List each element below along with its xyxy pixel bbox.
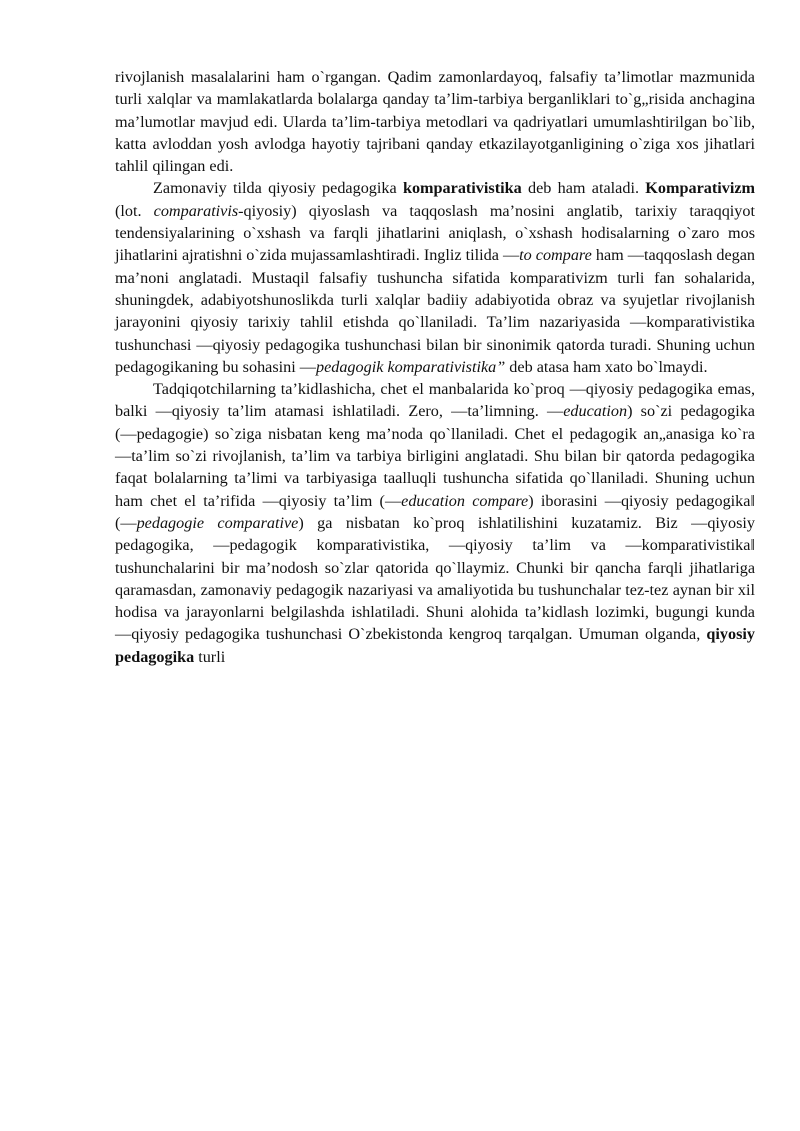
- bold-term: Komparativizm: [645, 179, 755, 198]
- text-run: ham ―taqqoslash degan ma’noni anglatadi. Mustaqil falsafiy tushuncha sifatida komparativizm turli fan sohalarida, shuningdek, adabiyotshunoslikda turli xalqlar badiiy adabiyotida obraz va syujetlar rivojlanish jarayonini qiyosiy tarixiy tahlil etishda qo`llaniladi. Ta’lim nazariyasida ―komparativistika tushunchasi ―qiyosiy pedagogika tushunchasi bilan bir sinonimik qatorda turadi. Shuning uchun pedagogikaning bu sohasini ―: [115, 246, 756, 376]
- text-run: deb ham ataladi.: [521, 179, 646, 198]
- bold-term: komparativistika: [402, 179, 522, 198]
- text-run: ) iborasini ―qiyosiy pedagogika‖ (―: [115, 491, 756, 532]
- text-run: (lot.: [115, 201, 154, 220]
- text-run: -qiyosiy) qiyoslash va taqqoslash ma’nosini anglatib, tarixiy taraqqiyot tendensiyalarining o`xshash va farqli jihatlarini aniqlash, o`xshash hodisalarning o`zaro mos jihatlarini ajratishni o`zida mujassamlashtiradi. Ingliz tilida ―: [115, 201, 755, 265]
- text-run: deb atasa ham xato bo`lmaydi.: [505, 357, 708, 376]
- text-run: ) ga nisbatan ko`proq ishlatilishini kuzatamiz. Biz ―qiyosiy pedagogika, ―pedagogik komparativistika, ―qiyosiy ta’lim va ―komparativistika‖ tushunchalarini bir ma’nodosh so`zlar qatorida qo`llaymiz. Chunki bir qancha farqli jihatlariga qaramasdan, zamonaviy pedagogik nazariyasi va amaliyotida bu tushunchalar tez-tez aynan bir xil hodisa va jarayonlarni belgilashda ishlatiladi. Shuni alohida ta’kidlash lozimki, bugungi kunda ―qiyosiy pedagogika tushunchasi O`zbekistonda kengroq tarqalgan. Umuman olganda,: [115, 513, 756, 644]
- text-run: Tadqiqotchilarning ta’kidlashicha, chet el manbalarida ko`proq ―qiyosiy pedagogika emas, balki ―qiyosiy ta’lim atamasi ishlatiladi. Zero, ―ta’limning. ―: [115, 380, 755, 421]
- document-page: [115, 66, 755, 668]
- paragraph-2: [115, 177, 755, 378]
- text-run: rivojlanish masalalarini ham o`rgangan. Qadim zamonlardayoq, falsafiy ta’limotlar mazmunida turli xalqlar va mamlakatlarda bolalarga qanday ta’lim-tarbiya berganliklari to`g„risida anchagina ma’lumotlar mavjud edi. Ularda ta’lim-tarbiya metodlari va qadriyatlari umumlashtirilgan bo`lib, katta avloddan yosh avlodga hayotiy tajribani qanday etkazilayotganligining o`ziga xos jihatlari tahlil qilingan edi.: [115, 68, 755, 176]
- paragraph-3: [115, 378, 755, 668]
- italic-term: comparativis: [153, 201, 239, 220]
- bold-term: qiyosiy pedagogika: [115, 625, 755, 666]
- italic-term: pedagogie comparative: [136, 513, 299, 532]
- italic-term: education compare: [401, 491, 529, 510]
- text-run: ) so`zi pedagogika (―pedagogie) so`ziga nisbatan keng ma’noda qo`llaniladi. Chet el pedagogik an„anasiga ko`ra ―ta’lim so`zi rivojlanish, ta’lim va tarbiya birligini anglatadi. Shu bilan bir qatorda pedagogika faqat bolalarning ta’limi va tarbiyasiga taalluqli tushuncha sifatida qo`llaniladi. Shuning uchun ham chet el ta’rifida ―qiyosiy ta’lim (―: [115, 402, 755, 510]
- italic-term: pedagogik komparativistika”: [315, 357, 506, 376]
- italic-term: education: [563, 402, 628, 421]
- italic-term: to compare: [519, 246, 592, 265]
- text-run: turli: [194, 647, 226, 666]
- paragraph-1: [115, 66, 755, 177]
- text-run: Zamonaviy tilda qiyosiy pedagogika: [153, 179, 403, 198]
